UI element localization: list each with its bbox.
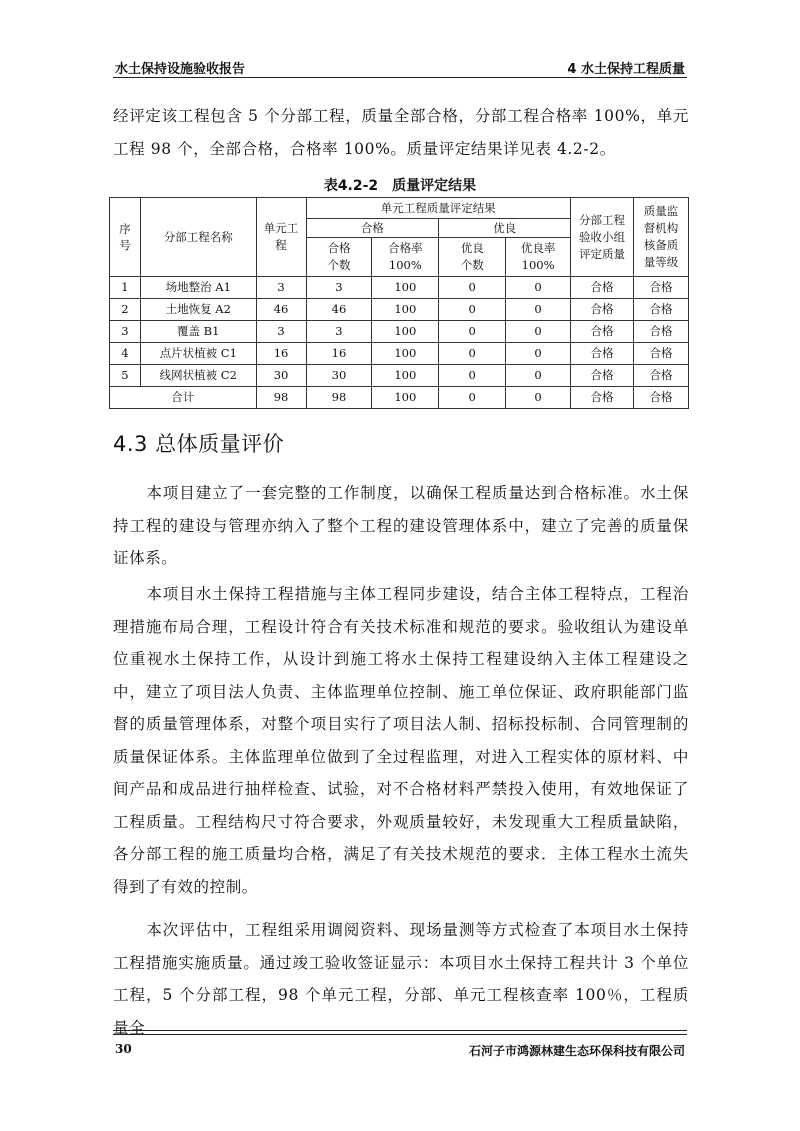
- page-footer: [113, 1040, 687, 1060]
- cell-pass-count: 30: [306, 365, 372, 387]
- header-panel: 分部工程验收小组评定质量: [571, 198, 634, 277]
- cell-pass-count: 3: [306, 277, 372, 299]
- header-no: 序号: [110, 198, 141, 277]
- header-units: 单元工程: [256, 198, 306, 277]
- cell-pass-count: 98: [306, 387, 372, 409]
- table-row: [110, 321, 689, 343]
- cell-no: 3: [110, 321, 141, 343]
- cell-total-label: 合计: [110, 387, 257, 409]
- cell-exc-count: 0: [439, 365, 506, 387]
- table-row: [110, 365, 689, 387]
- cell-no: 4: [110, 343, 141, 365]
- cell-pass-rate: 100: [372, 321, 439, 343]
- cell-pass-rate: 100: [372, 365, 439, 387]
- cell-name: 土地恢复 A2: [140, 299, 256, 321]
- cell-pass-rate: 100: [372, 299, 439, 321]
- cell-no: 1: [110, 277, 141, 299]
- cell-exc-rate: 0: [506, 343, 571, 365]
- header-excellent: 优良: [439, 219, 571, 238]
- cell-supervisor: 合格: [634, 387, 689, 409]
- cell-exc-rate: 0: [506, 365, 571, 387]
- footer-rule-thin: [113, 1034, 687, 1035]
- cell-panel: 合格: [571, 365, 634, 387]
- cell-panel: 合格: [571, 277, 634, 299]
- cell-units: 46: [256, 299, 306, 321]
- cell-supervisor: 合格: [634, 365, 689, 387]
- body-paragraph: 本项目水土保持工程措施与主体工程同步建设，结合主体工程特点，工程治理措施布局合理，工程设计符合有关技术标准和规范的要求。验收组认为建设单位重视水土保持工作，从设计到施工将水土保持工程建设纳入主体工程建设之中，建立了项目法人负责、主体监理单位控制、施工单位保证、政府职能部门监督的质量管理体系，对整个项目实行了项目法人制、招标投标制、合同管理制的质量保证体系。主体监理单位做到了全过程监理，对进入工程实体的原材料、中间产品和成品进行抽样检查、试验，对不合格材料严禁投入使用，有效地保证了工程质量。工程结构尺寸符合要求，外观质量较好，未发现重大工程质量缺陷，各分部工程的施工质量均合格，满足了有关技术规范的要求．主体工程水土流失得到了有效的控制。: [113, 585, 689, 896]
- header-pass-count: 合格个数: [306, 238, 372, 277]
- header-pass-rate: 合格率100%: [372, 238, 439, 277]
- cell-exc-count: 0: [439, 277, 506, 299]
- cell-exc-rate: 0: [506, 299, 571, 321]
- table-total-row: [110, 387, 689, 409]
- cell-panel: 合格: [571, 343, 634, 365]
- cell-supervisor: 合格: [634, 299, 689, 321]
- cell-pass-count: 46: [306, 299, 372, 321]
- header-exc-rate: 优良率100%: [506, 238, 571, 277]
- cell-units: 3: [256, 277, 306, 299]
- header-exc-count: 优良个数: [439, 238, 506, 277]
- cell-panel: 合格: [571, 387, 634, 409]
- cell-name: 线网状植被 C2: [140, 365, 256, 387]
- cell-pass-rate: 100: [372, 343, 439, 365]
- body-paragraph: 本次评估中，工程组采用调阅资料、现场量测等方式检查了本项目水土保持工程措施实施质量。通过竣工验收签证显示：本项目水土保持工程共计 3 个单位工程，5 个分部工程，98 个单元工程，分部、单元工程核查率 100％，工程质量全: [113, 921, 689, 1037]
- cell-name: 点片状植被 C1: [140, 343, 256, 365]
- cell-pass-rate: 100: [372, 387, 439, 409]
- table-row: [110, 299, 689, 321]
- cell-name: 场地整治 A1: [140, 277, 256, 299]
- page-number: 30: [115, 1042, 132, 1056]
- cell-units: 16: [256, 343, 306, 365]
- header-supervisor: 质量监督机构核备质量等级: [634, 198, 689, 277]
- cell-units: 3: [256, 321, 306, 343]
- cell-units: 30: [256, 365, 306, 387]
- header-report-title: 水土保持设施验收报告: [115, 62, 246, 77]
- cell-exc-count: 0: [439, 387, 506, 409]
- cell-supervisor: 合格: [634, 277, 689, 299]
- cell-pass-count: 3: [306, 321, 372, 343]
- table-row: [110, 343, 689, 365]
- header-group: 单元工程质量评定结果: [306, 198, 571, 219]
- cell-pass-rate: 100: [372, 277, 439, 299]
- cell-exc-rate: 0: [506, 321, 571, 343]
- header-rule: [113, 77, 687, 78]
- cell-exc-rate: 0: [506, 387, 571, 409]
- intro-paragraph: 经评定该工程包含 5 个分部工程，质量全部合格，分部工程合格率 100%，单元工程 98 个，全部合格，合格率 100%。质量评定结果详见表 4.2-2。: [113, 107, 689, 158]
- footer-company: 石河子市鸿源林建生态环保科技有限公司: [468, 1044, 685, 1058]
- footer-rule: [113, 1030, 687, 1031]
- cell-exc-rate: 0: [506, 277, 571, 299]
- page-header: [113, 52, 687, 78]
- cell-supervisor: 合格: [634, 321, 689, 343]
- cell-exc-count: 0: [439, 321, 506, 343]
- table-caption: 表4.2-2 质量评定结果: [323, 178, 477, 194]
- cell-exc-count: 0: [439, 299, 506, 321]
- cell-panel: 合格: [571, 321, 634, 343]
- body-paragraph: 本项目建立了一套完整的工作制度，以确保工程质量达到合格标准。水土保持工程的建设与管理亦纳入了整个工程的建设管理体系中，建立了完善的质量保证体系。: [113, 484, 689, 567]
- cell-name: 覆盖 B1: [140, 321, 256, 343]
- table-row: [110, 277, 689, 299]
- cell-supervisor: 合格: [634, 343, 689, 365]
- header-name: 分部工程名称: [140, 198, 256, 277]
- cell-units: 98: [256, 387, 306, 409]
- cell-exc-count: 0: [439, 343, 506, 365]
- cell-no: 2: [110, 299, 141, 321]
- cell-panel: 合格: [571, 299, 634, 321]
- header-chapter-title: 4 水土保持工程质量: [567, 62, 685, 77]
- section-heading: 4.3 总体质量评价: [113, 432, 285, 456]
- header-pass: 合格: [306, 219, 439, 238]
- quality-assessment-table: [109, 197, 689, 409]
- cell-no: 5: [110, 365, 141, 387]
- cell-pass-count: 16: [306, 343, 372, 365]
